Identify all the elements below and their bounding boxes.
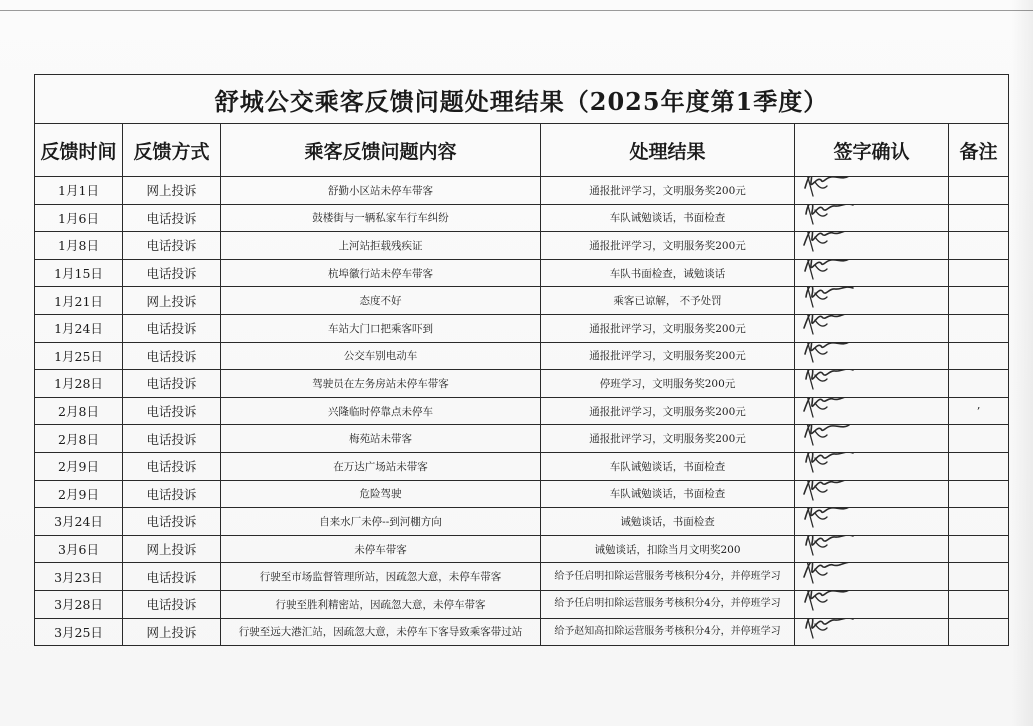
cell-content: 未停车带客 <box>221 535 541 563</box>
signature-stroke <box>803 452 863 478</box>
cell-signature <box>795 259 949 287</box>
cell-result: 通报批评学习，文明服务奖200元 <box>541 232 795 260</box>
cell-remark <box>949 425 1009 453</box>
table-row <box>35 563 1009 591</box>
signature-stroke <box>803 177 863 203</box>
cell-method: 网上投诉 <box>123 535 221 563</box>
cell-content: 驾驶员在左务房站未停车带客 <box>221 370 541 398</box>
signature-mark <box>795 564 948 590</box>
cell-signature <box>795 508 949 536</box>
cell-date: 3月28日 <box>35 590 123 618</box>
cell-remark <box>949 508 1009 536</box>
table-row <box>35 314 1009 342</box>
cell-content: 上河站拒载残疾证 <box>221 232 541 260</box>
signature-mark <box>795 343 948 369</box>
scan-edge-line <box>0 10 1033 11</box>
cell-content: 车站大门口把乘客吓到 <box>221 314 541 342</box>
cell-method: 电话投诉 <box>123 397 221 425</box>
cell-content: 行驶至市场监督管理所站，因疏忽大意，未停车带客 <box>221 563 541 591</box>
cell-result: 车队书面检查，诫勉谈话 <box>541 259 795 287</box>
cell-result: 通报批评学习，文明服务奖200元 <box>541 397 795 425</box>
cell-date: 2月9日 <box>35 480 123 508</box>
signature-mark <box>795 426 948 452</box>
cell-signature <box>795 563 949 591</box>
cell-remark <box>949 535 1009 563</box>
table-row <box>35 370 1009 398</box>
cell-remark <box>949 590 1009 618</box>
cell-result: 通报批评学习，文明服务奖200元 <box>541 425 795 453</box>
signature-mark <box>795 453 948 479</box>
signature-stroke <box>803 480 863 506</box>
header-content: 乘客反馈问题内容 <box>221 124 541 177</box>
cell-result: 通报批评学习，文明服务奖200元 <box>541 314 795 342</box>
cell-date: 3月24日 <box>35 508 123 536</box>
cell-content: 鼓楼街与一辆私家车行车纠纷 <box>221 204 541 232</box>
cell-method: 网上投诉 <box>123 618 221 646</box>
cell-signature <box>795 342 949 370</box>
cell-result: 诫勉谈话，扣除当月文明奖200 <box>541 535 795 563</box>
header-result: 处理结果 <box>541 124 795 177</box>
signature-stroke <box>803 563 863 589</box>
cell-remark <box>949 177 1009 205</box>
cell-date: 2月8日 <box>35 425 123 453</box>
cell-date: 1月24日 <box>35 314 123 342</box>
cell-date: 1月6日 <box>35 204 123 232</box>
cell-content: 态度不好 <box>221 287 541 315</box>
cell-result: 给予赵知高扣除运营服务考核积分4分，并停班学习 <box>541 618 795 646</box>
signature-stroke <box>803 535 863 561</box>
signature-mark <box>795 232 948 258</box>
signature-mark <box>795 205 948 231</box>
cell-remark <box>949 370 1009 398</box>
cell-signature <box>795 452 949 480</box>
signature-mark <box>795 177 948 203</box>
cell-content: 梅苑站未带客 <box>221 425 541 453</box>
cell-date: 1月21日 <box>35 287 123 315</box>
cell-result: 停班学习，文明服务奖200元 <box>541 370 795 398</box>
table-row <box>35 204 1009 232</box>
cell-method: 电话投诉 <box>123 370 221 398</box>
cell-signature <box>795 232 949 260</box>
cell-content: 兴隆临时停靠点未停车 <box>221 397 541 425</box>
signature-mark <box>795 481 948 507</box>
cell-content: 公交车别电动车 <box>221 342 541 370</box>
cell-date: 1月8日 <box>35 232 123 260</box>
cell-remark <box>949 204 1009 232</box>
cell-date: 1月1日 <box>35 177 123 205</box>
cell-remark <box>949 259 1009 287</box>
cell-method: 电话投诉 <box>123 563 221 591</box>
cell-remark <box>949 480 1009 508</box>
feedback-table <box>34 74 1009 646</box>
signature-mark <box>795 260 948 286</box>
cell-signature <box>795 535 949 563</box>
signature-mark <box>795 619 948 645</box>
cell-method: 网上投诉 <box>123 287 221 315</box>
table-row <box>35 287 1009 315</box>
cell-result: 诫勉谈话，书面检查 <box>541 508 795 536</box>
signature-mark <box>795 370 948 396</box>
cell-result: 给予任启明扣除运营服务考核积分4分，并停班学习 <box>541 590 795 618</box>
cell-result: 车队诫勉谈话，书面检查 <box>541 480 795 508</box>
cell-method: 电话投诉 <box>123 342 221 370</box>
signature-stroke <box>803 618 863 644</box>
cell-signature <box>795 370 949 398</box>
cell-content: 危险驾驶 <box>221 480 541 508</box>
table-row <box>35 259 1009 287</box>
header-remark: 备注 <box>949 124 1009 177</box>
cell-remark <box>949 287 1009 315</box>
cell-content: 杭埠徽行站未停车带客 <box>221 259 541 287</box>
cell-result: 车队诫勉谈话，书面检查 <box>541 452 795 480</box>
signature-stroke <box>803 370 863 396</box>
cell-date: 1月25日 <box>35 342 123 370</box>
table-row <box>35 342 1009 370</box>
cell-method: 电话投诉 <box>123 204 221 232</box>
signature-mark <box>795 536 948 562</box>
header-date: 反馈时间 <box>35 124 123 177</box>
signature-stroke <box>803 232 863 258</box>
table-row <box>35 535 1009 563</box>
table-row <box>35 508 1009 536</box>
cell-signature <box>795 425 949 453</box>
cell-content: 在万达广场站未带客 <box>221 452 541 480</box>
cell-date: 3月6日 <box>35 535 123 563</box>
cell-content: 自来水厂未停--到河棚方向 <box>221 508 541 536</box>
table-header-row <box>35 124 1009 177</box>
cell-method: 电话投诉 <box>123 590 221 618</box>
cell-signature <box>795 204 949 232</box>
table-row <box>35 480 1009 508</box>
cell-date: 3月25日 <box>35 618 123 646</box>
cell-signature <box>795 480 949 508</box>
cell-date: 2月9日 <box>35 452 123 480</box>
signature-stroke <box>803 287 863 313</box>
cell-date: 1月28日 <box>35 370 123 398</box>
cell-remark <box>949 232 1009 260</box>
cell-remark <box>949 452 1009 480</box>
table-row <box>35 425 1009 453</box>
cell-date: 1月15日 <box>35 259 123 287</box>
cell-remark <box>949 618 1009 646</box>
table-row <box>35 618 1009 646</box>
cell-method: 电话投诉 <box>123 259 221 287</box>
cell-signature <box>795 618 949 646</box>
table-row <box>35 590 1009 618</box>
signature-stroke <box>803 425 863 451</box>
cell-result: 通报批评学习，文明服务奖200元 <box>541 177 795 205</box>
cell-result: 通报批评学习，文明服务奖200元 <box>541 342 795 370</box>
header-signature: 签字确认 <box>795 124 949 177</box>
signature-mark <box>795 508 948 534</box>
cell-content: 行驶至远大港汇站，因疏忽大意，未停车下客导致乘客带过站 <box>221 618 541 646</box>
table-row <box>35 177 1009 205</box>
table-row <box>35 452 1009 480</box>
feedback-table-container <box>34 74 1008 646</box>
cell-signature <box>795 177 949 205</box>
cell-remark <box>949 314 1009 342</box>
signature-stroke <box>803 508 863 534</box>
scan-shadow <box>1011 0 1033 726</box>
cell-method: 电话投诉 <box>123 314 221 342</box>
cell-result: 乘客已谅解， 不予处罚 <box>541 287 795 315</box>
cell-signature <box>795 314 949 342</box>
cell-date: 3月23日 <box>35 563 123 591</box>
signature-mark <box>795 315 948 341</box>
cell-method: 网上投诉 <box>123 177 221 205</box>
table-row <box>35 232 1009 260</box>
cell-date: 2月8日 <box>35 397 123 425</box>
cell-remark <box>949 563 1009 591</box>
cell-method: 电话投诉 <box>123 425 221 453</box>
cell-method: 电话投诉 <box>123 508 221 536</box>
cell-remark <box>949 342 1009 370</box>
signature-stroke <box>803 314 863 340</box>
signature-stroke <box>803 397 863 423</box>
cell-signature <box>795 590 949 618</box>
signature-stroke <box>803 590 863 616</box>
signature-stroke <box>803 259 863 285</box>
cell-method: 电话投诉 <box>123 480 221 508</box>
cell-signature <box>795 287 949 315</box>
cell-result: 给予任启明扣除运营服务考核积分4分，并停班学习 <box>541 563 795 591</box>
cell-method: 电话投诉 <box>123 232 221 260</box>
table-row <box>35 397 1009 425</box>
cell-method: 电话投诉 <box>123 452 221 480</box>
signature-mark <box>795 398 948 424</box>
signature-stroke <box>803 204 863 230</box>
document-title: 舒城公交乘客反馈问题处理结果（2025年度第1季度） <box>35 75 1009 124</box>
cell-remark: ’ <box>949 397 1009 425</box>
cell-content: 舒勤小区站未停车带客 <box>221 177 541 205</box>
cell-signature <box>795 397 949 425</box>
signature-stroke <box>803 342 863 368</box>
cell-result: 车队诫勉谈话，书面检查 <box>541 204 795 232</box>
signature-mark <box>795 288 948 314</box>
header-method: 反馈方式 <box>123 124 221 177</box>
signature-mark <box>795 591 948 617</box>
cell-content: 行驶至胜利精密站，因疏忽大意，未停车带客 <box>221 590 541 618</box>
